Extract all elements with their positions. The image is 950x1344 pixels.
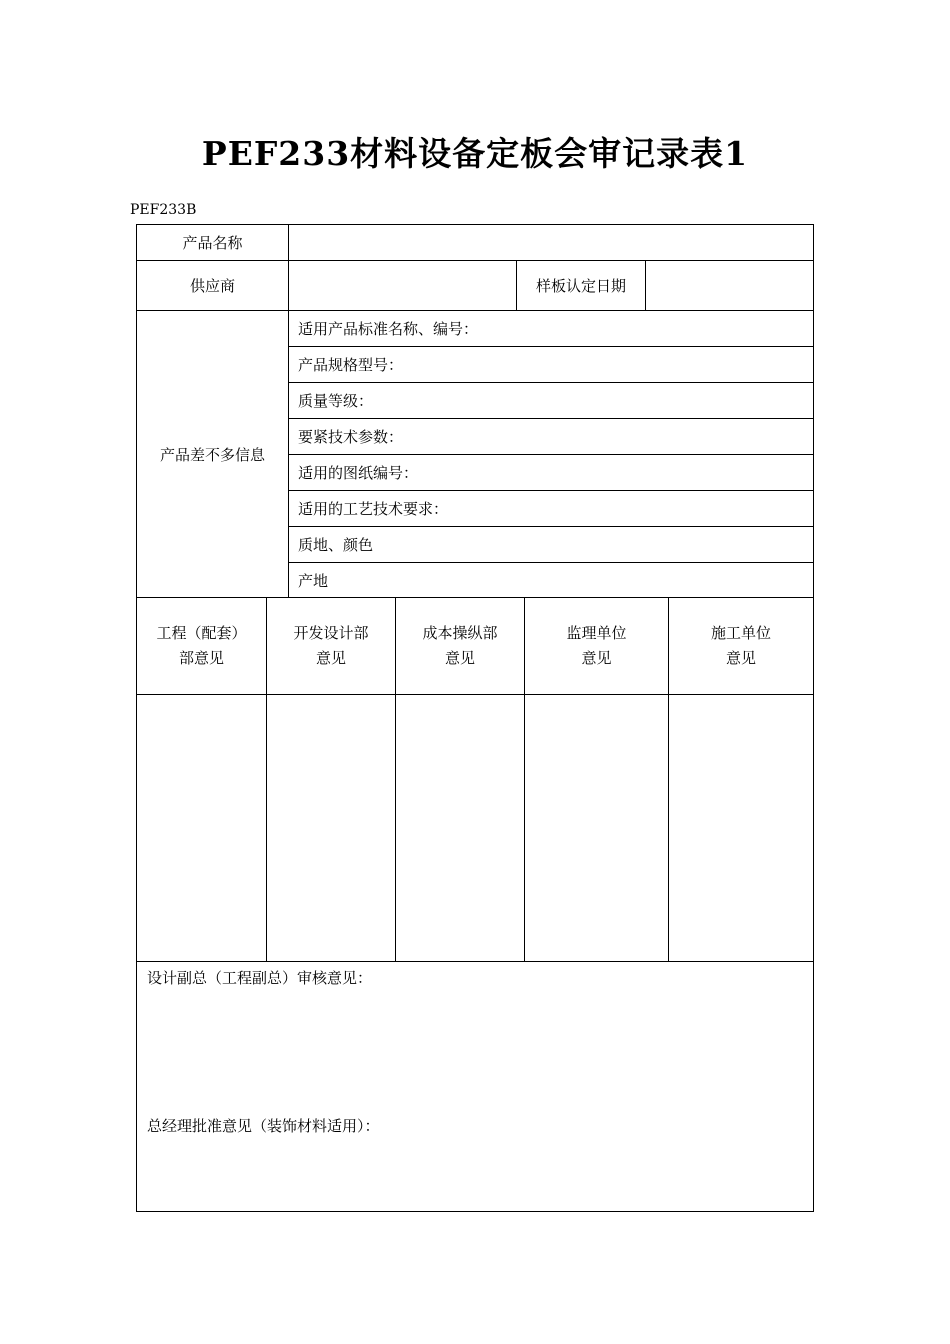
- sample-date-label: 样板认定日期: [516, 260, 646, 311]
- info-item-params[interactable]: 要紧技术参数：: [288, 418, 814, 455]
- info-item-process[interactable]: 适用的工艺技术要求：: [288, 490, 814, 527]
- product-name-label: 产品名称: [136, 224, 289, 261]
- gm-approval-label: 总经理批准意见（装饰材料适用）：: [147, 1117, 380, 1135]
- design-review-label: 设计副总（工程副总）审核意见：: [147, 969, 373, 987]
- info-item-texture[interactable]: 质地、颜色: [288, 526, 814, 563]
- opinion-header-construction: 施工单位 意见: [668, 597, 814, 695]
- supplier-label: 供应商: [136, 260, 289, 311]
- opinion-header-engineering: 工程（配套） 部意见: [136, 597, 267, 695]
- info-item-standard[interactable]: 适用产品标准名称、编号：: [288, 310, 814, 347]
- info-item-quality[interactable]: 质量等级：: [288, 382, 814, 419]
- supplier-field[interactable]: [288, 260, 517, 311]
- form-code: PEF233B: [130, 202, 197, 218]
- product-info-label: 产品差不多信息: [136, 310, 289, 598]
- final-review-section[interactable]: [136, 961, 814, 1212]
- opinion-header-cost: 成本操纵部 意见: [395, 597, 525, 695]
- product-name-field[interactable]: [288, 224, 814, 261]
- opinion-header-design: 开发设计部 意见: [266, 597, 396, 695]
- opinion-field-construction[interactable]: [668, 694, 814, 962]
- opinion-field-supervision[interactable]: [524, 694, 669, 962]
- info-item-origin[interactable]: 产地: [288, 562, 814, 598]
- sample-date-field[interactable]: [645, 260, 814, 311]
- info-item-drawing[interactable]: 适用的图纸编号：: [288, 454, 814, 491]
- info-item-model[interactable]: 产品规格型号：: [288, 346, 814, 383]
- page-title: PEF233材料设备定板会审记录表1: [201, 134, 749, 173]
- opinion-header-supervision: 监理单位 意见: [524, 597, 669, 695]
- opinion-field-design[interactable]: [266, 694, 396, 962]
- opinion-field-engineering[interactable]: [136, 694, 267, 962]
- opinion-field-cost[interactable]: [395, 694, 525, 962]
